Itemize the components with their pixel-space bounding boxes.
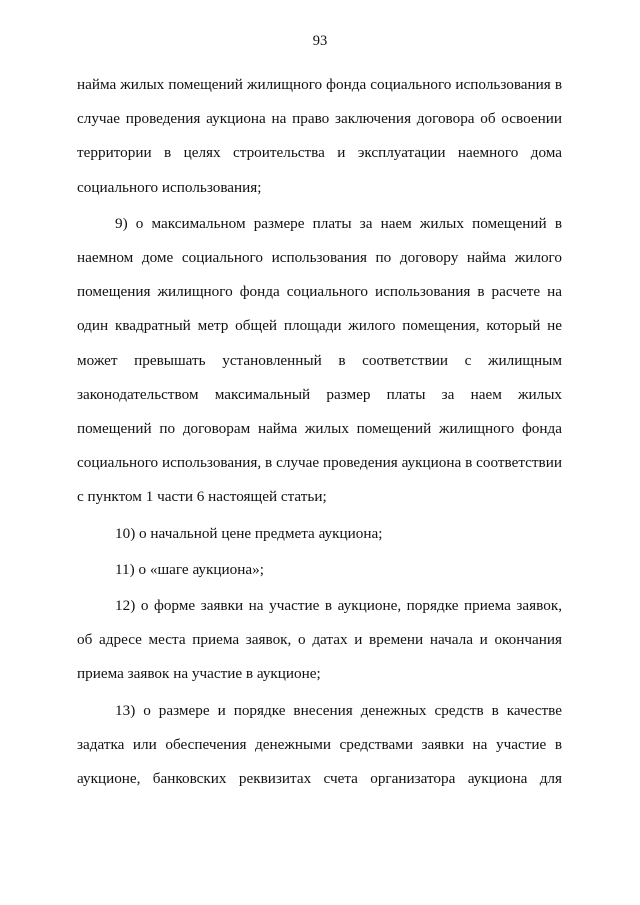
paragraph-item-10: 10) о начальной цене предмета аукциона; (115, 524, 383, 542)
paragraph-item-11: 11) о «шаге аукциона»; (115, 560, 264, 578)
paragraph-item-9: 9) о максимальном размере платы за наем жилых помещений в наемном доме социального использования по договору найма жилого помещения жилищного фонда социального использования в расчете на один квадратный метр общей площади жилого помещения, который не может превышать установленный в соответствии с жилищным законодательством максимальный размер платы за наем жилых помещений по договорам найма жилых помещений жилищного фонда социального использования, в случае проведения аукциона в соответствии с пунктом 1 части 6 настоящей статьи; (77, 214, 562, 506)
paragraph-item-13: 13) о размере и порядке внесения денежных средств в качестве задатка или обеспечения денежными средствами заявки на участие в аукционе, банковских реквизитах счета организатора аукциона для (77, 701, 562, 788)
page-number: 93 (312, 33, 328, 49)
paragraph-item-12: 12) о форме заявки на участие в аукционе, порядке приема заявок, об адресе места приема заявок, о датах и времени начала и окончания приема заявок на участие в аукционе; (77, 597, 562, 683)
document-body (77, 68, 562, 798)
paragraph-continuation: найма жилых помещений жилищного фонда социального использования в случае проведения аукциона на право заключения договора об освоении территории в целях строительства и эксплуатации наемного дома социального использования; (77, 76, 562, 196)
